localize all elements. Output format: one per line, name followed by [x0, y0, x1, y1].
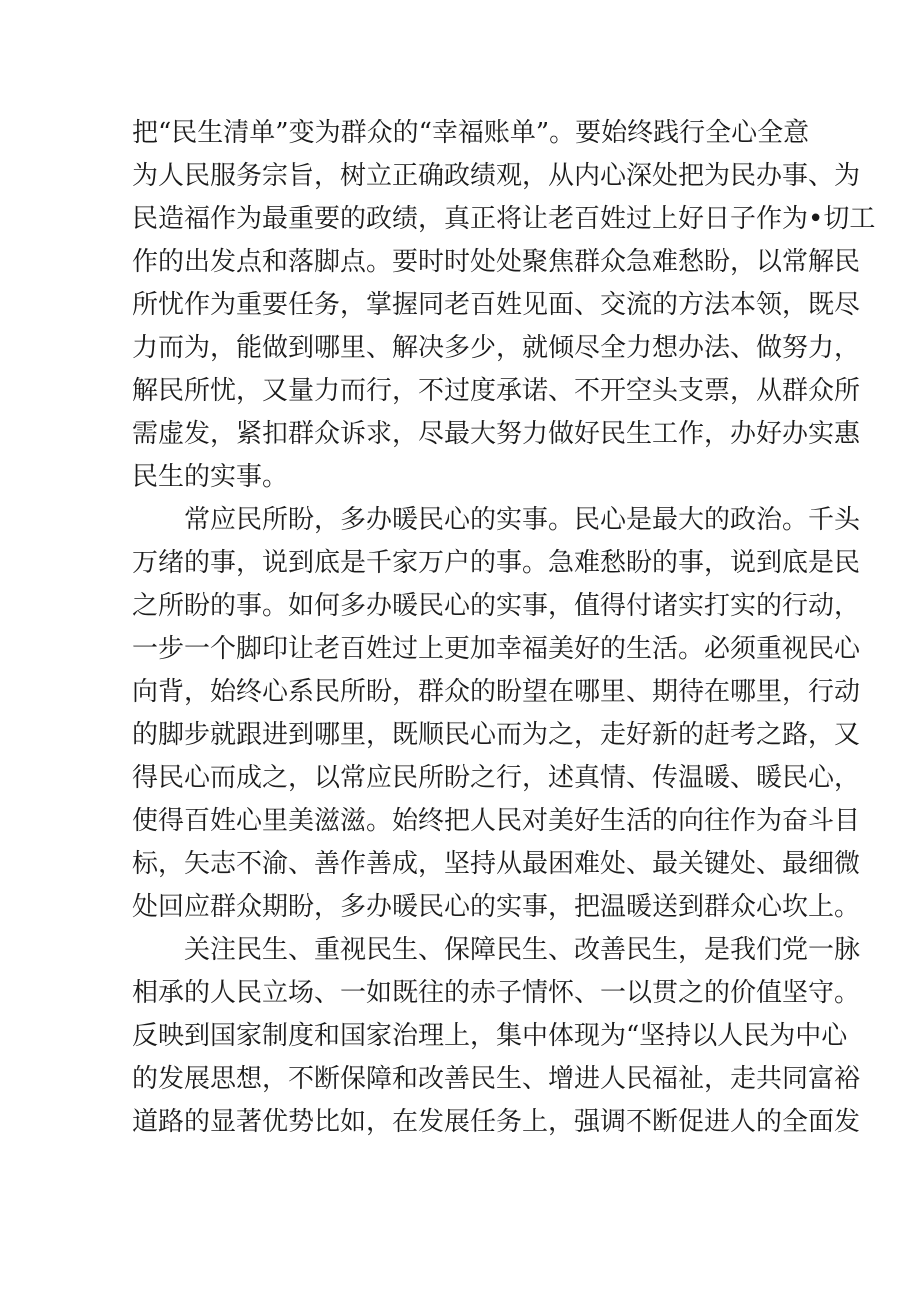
text-line: 使得百姓心里美滋滋。始终把人民对美好生活的向往作为奋斗目 — [132, 806, 861, 836]
text-line: 之所盼的事。如何多办暖民心的实事，值得付诸实打实的行动， — [132, 591, 861, 621]
text-line: 反映到国家制度和国家治理上，集中体现为“坚持以人民为中心 — [132, 1021, 848, 1051]
text-line: 相承的人民立场、一如既往的赤子情怀、一以贯之的价值坚守。 — [132, 978, 861, 1008]
paragraph-3 — [132, 929, 861, 1144]
text-line: 一步一个脚印让老百姓过上更加幸福美好的生活。必须重视民心 — [132, 634, 861, 664]
text-line: 的发展思想，不断保障和改善民生、增进人民福祉，走共同富裕 — [132, 1064, 861, 1094]
paragraph-2 — [132, 499, 861, 929]
text-line: 民生的实事。 — [132, 462, 289, 492]
text-line: 力而为，能做到哪里、解决多少，就倾尽全力想办法、做努力， — [132, 333, 861, 363]
document-body — [132, 112, 876, 1144]
text-line: 关注民生、重视民生、保障民生、改善民生，是我们党一脉 — [184, 935, 861, 965]
text-line: 的脚步就跟进到哪里，既顺民心而为之，走好新的赶考之路，又 — [132, 720, 861, 750]
text-line: 处回应群众期盼，多办暖民心的实事，把温暖送到群众心坎上。 — [132, 892, 861, 922]
text-line: 标，矢志不渝、善作善成，坚持从最困难处、最关键处、最细微 — [132, 849, 861, 879]
text-line: 作的出发点和落脚点。要时时处处聚焦群众急难愁盼，以常解民 — [132, 247, 861, 277]
text-line: 解民所忧，又量力而行，不过度承诺、不开空头支票，从群众所 — [132, 376, 861, 406]
text-line: 民造福作为最重要的政绩，真正将让老百姓过上好日子作为•切工 — [132, 204, 876, 234]
text-line: 常应民所盼，多办暖民心的实事。民心是最大的政治。千头 — [184, 505, 861, 535]
text-line: 为人民服务宗旨，树立正确政绩观，从内心深处把为民办事、为 — [132, 161, 861, 191]
text-line: 所忧作为重要任务，掌握同老百姓见面、交流的方法本领，既尽 — [132, 290, 861, 320]
text-line: 把“民生清单”变为群众的“幸福账单”。要始终践行全心全意 — [132, 118, 810, 148]
text-line: 需虚发，紧扣群众诉求，尽最大努力做好民生工作，办好办实惠 — [132, 419, 861, 449]
text-line: 万绪的事，说到底是千家万户的事。急难愁盼的事，说到底是民 — [132, 548, 861, 578]
text-line: 道路的显著优势比如，在发展任务上，强调不断促进人的全面发 — [132, 1107, 861, 1137]
text-line: 得民心而成之，以常应民所盼之行，述真情、传温暖、暖民心， — [132, 763, 861, 793]
paragraph-1 — [132, 112, 876, 499]
text-line: 向背，始终心系民所盼，群众的盼望在哪里、期待在哪里，行动 — [132, 677, 861, 707]
